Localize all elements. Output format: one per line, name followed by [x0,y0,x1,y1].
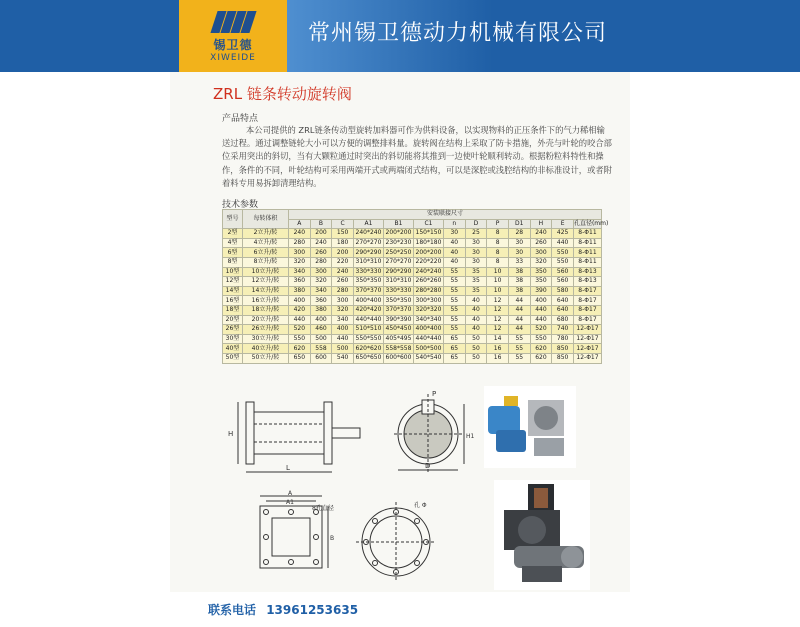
table-cell: 65 [443,353,465,363]
flange-label-a1: A1 [286,499,294,506]
table-cell: 35 [465,267,487,277]
table-cell: 500 [310,334,332,344]
table-cell: 12 [487,305,509,315]
table-cell: 380 [310,305,332,315]
table-cell: 30 [465,248,487,258]
table-cell: 240 [530,229,552,239]
section-label-p: P [432,390,437,398]
table-cell: 12型 [223,277,243,287]
table-cell: 50型 [223,353,243,363]
table-cell: 440 [332,334,354,344]
table-cell: 620*620 [353,344,383,354]
table-cell: 320 [332,305,354,315]
table-cell: 40 [443,257,465,267]
table-cell: 240 [310,238,332,248]
logo-chinese-name: 锡卫德 [213,38,253,52]
table-cell: 540*540 [413,353,443,363]
table-dim-header: C [332,219,354,229]
table-cell: 360 [310,296,332,306]
table-row [223,238,602,248]
table-dim-header: H [530,219,552,229]
table-cell: 10 [487,277,509,287]
table-cell: 420 [289,305,311,315]
table-cell: 55 [443,277,465,287]
table-cell: 440 [530,315,552,325]
table-cell: 370*370 [353,286,383,296]
section-view-drawing [392,388,475,476]
table-cell: 450*450 [383,325,413,335]
table-cell: 400*400 [353,296,383,306]
table-dim-header: D1 [508,219,530,229]
table-cell: 520 [530,325,552,335]
table-cell: 260 [310,248,332,258]
table-cell: 558*558 [383,344,413,354]
table-row [223,344,602,354]
table-cell: 14立升/转 [243,286,289,296]
table-cell: 300 [310,267,332,277]
table-cell: 12立升/转 [243,277,289,287]
table-cell: 40 [465,325,487,335]
table-cell: 350 [530,267,552,277]
table-cell: 14型 [223,286,243,296]
table-cell: 40 [465,315,487,325]
table-cell: 558 [310,344,332,354]
table-cell: 40型 [223,344,243,354]
table-dim-header: A1 [353,219,383,229]
table-row [223,315,602,325]
table-cell: 26立升/转 [243,325,289,335]
contact-phone [208,601,358,618]
table-row [223,257,602,267]
table-cell: 2型 [223,229,243,239]
table-cell: 550 [530,334,552,344]
table-cell: 240 [332,267,354,277]
table-cell: 30 [465,257,487,267]
table-cell: 14 [487,334,509,344]
table-cell: 38 [508,267,530,277]
table-row [223,296,602,306]
logo-english-name: XIWEIDE [210,53,256,63]
phone-number: 13961253635 [266,603,359,617]
table-cell: 55 [443,296,465,306]
table-cell: 12 [487,325,509,335]
table-cell: 18立升/转 [243,305,289,315]
table-cell: 560 [552,267,574,277]
table-cell: 6型 [223,248,243,258]
table-cell: 40 [443,238,465,248]
table-cell: 12 [487,296,509,306]
table-cell: 440 [530,305,552,315]
circle-hole-label: 孔 Φ [414,502,427,509]
table-cell: 290*290 [353,248,383,258]
table-cell: 440*440 [353,315,383,325]
table-cell: 240*240 [413,267,443,277]
table-cell: 16立升/转 [243,296,289,306]
valve-photo-2 [494,480,590,590]
table-cell: 35 [465,277,487,287]
table-cell: 44 [508,325,530,335]
table-cell: 8-Φ11 [573,248,601,258]
table-cell: 390 [530,286,552,296]
table-cell: 28 [508,229,530,239]
table-cell: 300 [289,248,311,258]
table-cell: 8-Φ13 [573,277,601,287]
table-cell: 16 [487,344,509,354]
side-label-l: L [286,464,290,472]
table-cell: 340 [289,267,311,277]
table-cell: 350 [530,277,552,287]
circular-flange-drawing [356,498,438,584]
table-cell: 350*350 [353,277,383,287]
table-cell: 12 [487,315,509,325]
table-cell: 8-Φ11 [573,257,601,267]
table-cell: 740 [552,325,574,335]
table-cell: 330*330 [383,286,413,296]
table-cell: 640 [552,296,574,306]
table-cell: 290*290 [383,267,413,277]
table-cell: 44 [508,296,530,306]
table-cell: 44 [508,305,530,315]
table-dim-header: B [310,219,332,229]
table-cell: 425 [552,229,574,239]
table-cell: 16型 [223,296,243,306]
table-cell: 850 [552,344,574,354]
table-cell: 200 [310,229,332,239]
table-cell: 26型 [223,325,243,335]
table-cell: 260 [332,277,354,287]
table-header-group: 安装联接尺寸 [289,210,602,220]
flange-hole-label: 8孔直径 [312,505,334,512]
table-header-row [223,210,602,220]
table-cell: 550 [552,248,574,258]
table-cell: 400 [530,296,552,306]
table-dim-header: A [289,219,311,229]
table-cell: 55 [508,334,530,344]
table-cell: 550 [552,257,574,267]
table-cell: 220 [332,257,354,267]
table-cell: 8-Φ17 [573,315,601,325]
table-cell: 440 [552,238,574,248]
table-cell: 390*390 [383,315,413,325]
table-header-volume: 每转体积 [243,210,289,229]
table-cell: 370*370 [383,305,413,315]
table-cell: 55 [443,286,465,296]
table-cell: 18型 [223,305,243,315]
table-cell: 500*500 [413,344,443,354]
table-cell: 12-Φ17 [573,325,601,335]
table-cell: 30型 [223,334,243,344]
table-cell: 270*270 [353,238,383,248]
table-cell: 230*230 [383,238,413,248]
flange-label-b: B [330,535,335,542]
table-dim-header: P [487,219,509,229]
table-cell: 30 [465,238,487,248]
table-cell: 200*200 [383,229,413,239]
table-cell: 650 [289,353,311,363]
section-label-h1: H1 [466,433,475,440]
table-cell: 550 [289,334,311,344]
table-cell: 55 [443,325,465,335]
table-cell: 300 [530,248,552,258]
table-dim-header: E [552,219,574,229]
table-cell: 440*440 [413,334,443,344]
company-logo [179,0,287,72]
table-cell: 25 [465,229,487,239]
table-cell: 220*220 [413,257,443,267]
table-cell: 300*300 [413,296,443,306]
table-cell: 55 [443,305,465,315]
table-cell: 30 [508,248,530,258]
table-cell: 640 [552,305,574,315]
table-cell: 16 [487,353,509,363]
table-cell: 240 [289,229,311,239]
table-cell: 50 [465,353,487,363]
company-name: 常州锡卫德动力机械有限公司 [308,21,608,46]
table-cell: 650*650 [353,353,383,363]
table-cell: 12-Φ17 [573,344,601,354]
table-cell: 55 [443,315,465,325]
table-cell: 40 [465,305,487,315]
table-row [223,325,602,335]
side-label-h: H [228,430,234,438]
table-row [223,248,602,258]
table-cell: 270*270 [383,257,413,267]
table-cell: 50 [465,344,487,354]
table-cell: 620 [530,353,552,363]
table-cell: 560 [552,277,574,287]
table-cell: 310*310 [353,257,383,267]
table-cell: 680 [552,315,574,325]
table-cell: 500 [332,344,354,354]
table-cell: 8-Φ11 [573,238,601,248]
table-cell: 600 [310,353,332,363]
table-dim-header: D [465,219,487,229]
table-cell: 8-Φ17 [573,286,601,296]
table-cell: 6立升/转 [243,248,289,258]
table-cell: 55 [508,353,530,363]
table-cell: 380 [289,286,311,296]
table-cell: 12-Φ17 [573,353,601,363]
table-header-model: 型号 [223,210,243,229]
table-cell: 20立升/转 [243,315,289,325]
table-cell: 580 [552,286,574,296]
table-cell: 33 [508,257,530,267]
table-cell: 280 [289,238,311,248]
table-cell: 150 [332,229,354,239]
table-cell: 8 [487,257,509,267]
table-cell: 8-Φ11 [573,229,601,239]
features-heading: 产品特点 [222,114,259,124]
table-cell: 540 [332,353,354,363]
params-heading: 技术参数 [222,200,259,210]
table-row [223,277,602,287]
features-paragraph: 本公司提供的 ZRL链条传动型旋转加料器可作为供料设备，以实现物料的正压条件下的气力稀相输送过程。通过调整链轮大小可以方便的调整排料量。旋转阀在结构上采取了防卡措施，外壳与叶轮的咬合部位采用突出的斜切，当有大颗粒通过时突出的斜切能将其推到一边使叶轮顺利转动。根据粉粒料特性和操作，条件的不同，叶轮结构可采用两端开式或两端闭式结构，可以是深腔或浅腔结构的非标准设计，或者附着料专用易拆卸清理结构。 [222,125,612,188]
table-cell: 600*600 [383,353,413,363]
table-cell: 300 [332,296,354,306]
table-row [223,353,602,363]
table-cell: 460 [310,325,332,335]
table-cell: 8-Φ17 [573,305,601,315]
table-cell: 10 [487,286,509,296]
table-cell: 38 [508,286,530,296]
phone-label: 联系电话 [208,603,257,617]
flange-label-a: A [288,490,293,497]
valve-photo-1 [484,386,576,468]
table-cell: 55 [508,344,530,354]
table-cell: 40 [443,248,465,258]
table-cell: 620 [530,344,552,354]
table-cell: 65 [443,344,465,354]
table-cell: 150*150 [413,229,443,239]
table-cell: 20型 [223,315,243,325]
table-cell: 330*330 [353,267,383,277]
table-cell: 4型 [223,238,243,248]
table-cell: 50立升/转 [243,353,289,363]
table-cell: 50 [465,334,487,344]
table-cell: 8 [487,238,509,248]
table-cell: 360 [289,277,311,287]
table-cell: 320 [310,277,332,287]
table-cell: 850 [552,353,574,363]
table-cell: 400 [310,315,332,325]
table-cell: 8型 [223,257,243,267]
table-cell: 280 [332,286,354,296]
table-cell: 260*260 [413,277,443,287]
spec-table [222,209,609,364]
table-dim-header: B1 [383,219,413,229]
table-cell: 320 [530,257,552,267]
table-cell: 55 [443,267,465,277]
table-cell: 340*340 [413,315,443,325]
table-row [223,267,602,277]
table-cell: 8立升/转 [243,257,289,267]
table-cell: 65 [443,334,465,344]
table-cell: 440 [289,315,311,325]
table-cell: 620 [289,344,311,354]
table-cell: 38 [508,277,530,287]
table-cell: 280 [310,257,332,267]
table-cell: 200*200 [413,248,443,258]
table-cell: 260 [530,238,552,248]
table-cell: 320 [289,257,311,267]
table-cell: 2立升/转 [243,229,289,239]
table-cell: 550*550 [353,334,383,344]
table-cell: 40立升/转 [243,344,289,354]
table-cell: 44 [508,315,530,325]
table-cell: 35 [465,286,487,296]
table-cell: 10 [487,267,509,277]
table-cell: 405*495 [383,334,413,344]
table-cell: 10立升/转 [243,267,289,277]
table-row [223,334,602,344]
table-dim-header: 孔直径(mm) [573,219,609,227]
table-cell: 30 [443,229,465,239]
table-cell: 8 [487,229,509,239]
table-cell: 400*400 [413,325,443,335]
table-cell: 40 [465,296,487,306]
table-cell: 180*180 [413,238,443,248]
table-cell: 510*510 [353,325,383,335]
table-cell: 340 [332,315,354,325]
table-cell: 180 [332,238,354,248]
table-row [223,229,602,239]
table-cell: 8-Φ13 [573,267,601,277]
table-cell: 310*310 [383,277,413,287]
table-cell: 4立升/转 [243,238,289,248]
table-cell: 420*420 [353,305,383,315]
table-cell: 320*320 [413,305,443,315]
table-cell: 30 [508,238,530,248]
table-cell: 400 [289,296,311,306]
table-cell: 200 [332,248,354,258]
section-label-d: D [425,462,431,470]
table-row [223,305,602,315]
table-cell: 340 [310,286,332,296]
table-dim-header: n [443,219,465,229]
table-row [223,286,602,296]
table-cell: 30立升/转 [243,334,289,344]
table-cell: 280*280 [413,286,443,296]
table-cell: 8-Φ17 [573,296,601,306]
table-dim-header: C1 [413,219,443,229]
table-cell: 350*350 [383,296,413,306]
table-cell: 780 [552,334,574,344]
logo-mark-icon [214,9,253,33]
table-cell: 400 [332,325,354,335]
page-title: ZRL 链条转动旋转阀 [213,85,352,103]
table-cell: 10型 [223,267,243,277]
table-cell: 12-Φ17 [573,334,601,344]
table-cell: 8 [487,248,509,258]
table-cell: 520 [289,325,311,335]
table-cell: 240*240 [353,229,383,239]
table-cell: 250*250 [383,248,413,258]
side-view-drawing [222,392,382,480]
